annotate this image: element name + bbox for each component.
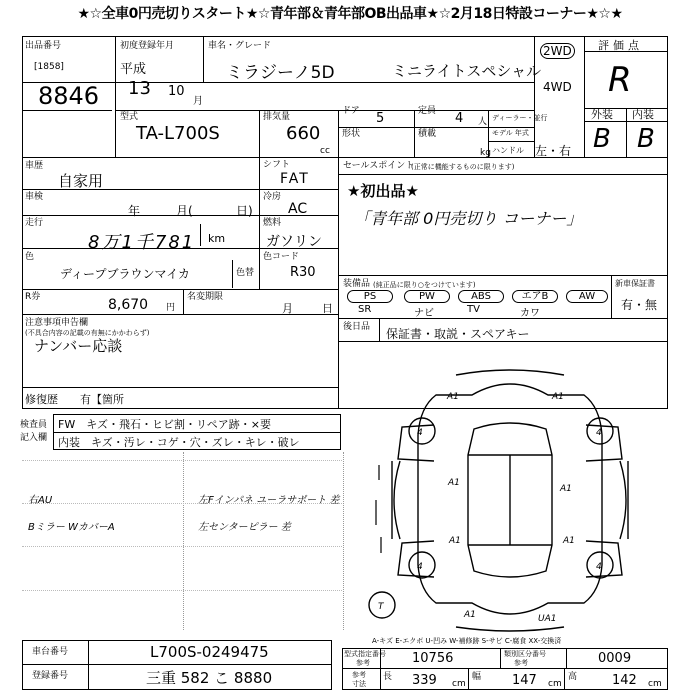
sales-sub: (正常に機能するものに限ります) bbox=[411, 163, 515, 171]
inspection-year: 年 bbox=[128, 204, 141, 218]
damage-mark: A1 bbox=[464, 610, 476, 620]
equipment-sub: (純正品に限り○をつけています) bbox=[373, 281, 476, 289]
notes-label: 注意事項申告欄 bbox=[25, 318, 89, 328]
inspector-row-1: FW キズ・飛石・ヒビ割・リペア跡・×要 bbox=[58, 418, 271, 431]
equipment-item: カワ bbox=[520, 308, 540, 319]
model-year-label: モデル 年式 bbox=[492, 129, 529, 137]
handle-label: ハンドル bbox=[492, 146, 524, 155]
displacement-label: 排気量 bbox=[263, 112, 291, 122]
shift-label: シフト bbox=[263, 160, 291, 170]
height-label: 高 bbox=[568, 672, 578, 682]
notes-sub: (不具合内容の記載の有無にかかわらず) bbox=[25, 329, 150, 337]
damage-mark: T bbox=[378, 602, 384, 612]
color-label: 色 bbox=[25, 252, 35, 262]
type-number-value: 10756 bbox=[412, 651, 454, 666]
doors-value: 5 bbox=[376, 111, 385, 126]
name-change-month: 月 bbox=[282, 302, 293, 315]
damage-mark: A1 bbox=[552, 392, 564, 402]
eval-interior-label: 内装 bbox=[632, 108, 654, 121]
length-label: 長 bbox=[383, 672, 393, 682]
capacity-unit: 人 bbox=[478, 117, 488, 127]
registration-year: 13 bbox=[128, 78, 151, 99]
displacement-unit: cc bbox=[320, 146, 330, 156]
plate-label: 登録番号 bbox=[32, 671, 69, 681]
sales-handwritten: 「青年部 0円売切り コーナー」 bbox=[354, 209, 583, 228]
damage-mark: 4 bbox=[596, 562, 602, 572]
handnote-left-1: 右AU bbox=[28, 495, 53, 506]
chassis-value: L700S-0249475 bbox=[150, 643, 269, 661]
inspection-day: 日) bbox=[236, 204, 253, 218]
sales-first: ★初出品★ bbox=[347, 182, 419, 200]
equipment-item: エアB bbox=[512, 290, 558, 303]
equipment-item: TV bbox=[467, 304, 480, 315]
tax-label: R券 bbox=[25, 292, 41, 302]
width-label: 幅 bbox=[472, 672, 482, 682]
equipment-item: SR bbox=[358, 304, 372, 315]
class-number-label: 類別区分番号 bbox=[504, 650, 546, 658]
name-change-day: 日 bbox=[322, 302, 333, 315]
shift-value: FAT bbox=[280, 171, 310, 187]
loadcap-unit: kg bbox=[480, 148, 491, 158]
inspection-label: 車検 bbox=[25, 192, 44, 202]
registration-label: 初度登録年月 bbox=[120, 41, 175, 51]
tax-unit: 円 bbox=[166, 303, 176, 313]
height-value: 142 bbox=[612, 673, 637, 688]
dealer-label: ディーラー・並行 bbox=[492, 114, 548, 122]
height-unit: cm bbox=[648, 679, 662, 689]
tax-value: 8,670 bbox=[108, 297, 149, 313]
loadcap-label: 積載 bbox=[418, 129, 437, 139]
car-name: ミラジーノ5D bbox=[226, 63, 335, 83]
shape-label: 形状 bbox=[342, 129, 361, 139]
color-code-label: 色コード bbox=[263, 252, 300, 262]
handnote-right-2: 左センターピラー 差 bbox=[198, 522, 291, 533]
equipment-item: AW bbox=[566, 290, 608, 303]
doors-label: ドア bbox=[342, 106, 360, 116]
handnote-left-2: Bミラー WカバーA bbox=[28, 522, 115, 533]
damage-mark: A1 bbox=[447, 392, 459, 402]
attachments-value: 保証書・取説・スペアキー bbox=[386, 327, 530, 341]
class-number-sub: 参考 bbox=[514, 659, 528, 667]
equipment-item: PS bbox=[347, 290, 393, 303]
plate-value: 三重 582 こ 8880 bbox=[146, 669, 273, 687]
capacity-value: 4 bbox=[455, 111, 464, 126]
eval-interior: B bbox=[637, 124, 655, 154]
lot-label: 出品番号 bbox=[25, 41, 62, 51]
damage-mark: 4 bbox=[417, 562, 423, 572]
chassis-label: 車台番号 bbox=[32, 647, 69, 657]
width-value: 147 bbox=[512, 673, 537, 688]
length-value: 339 bbox=[412, 673, 437, 688]
damage-mark: UA1 bbox=[538, 614, 557, 624]
registration-month-unit: 月 bbox=[193, 96, 203, 107]
displacement-value: 660 bbox=[286, 123, 321, 144]
length-unit: cm bbox=[452, 679, 466, 689]
repair-value: 有【箇所 bbox=[80, 393, 124, 406]
capacity-label: 定員 bbox=[418, 106, 437, 116]
attachments-label: 後日品 bbox=[343, 322, 371, 332]
inspector-label-1: 検査員 bbox=[20, 420, 48, 430]
equipment-item: PW bbox=[404, 290, 450, 303]
drive-2wd: 2WD bbox=[540, 43, 575, 59]
type-number-label: 型式指定番号 bbox=[344, 650, 386, 658]
lot-small: [1858] bbox=[34, 62, 64, 72]
handle-value: 左・右 bbox=[535, 144, 572, 158]
drive-4wd: 4WD bbox=[543, 80, 572, 94]
model-value: TA-L700S bbox=[136, 123, 220, 144]
eval-label: 評価点 bbox=[598, 39, 643, 52]
ac-value: AC bbox=[288, 201, 308, 217]
usage-value: 自家用 bbox=[58, 172, 104, 190]
mileage-label: 走行 bbox=[25, 218, 44, 228]
size-label-2: 寸法 bbox=[352, 680, 366, 688]
equipment-item: ナビ bbox=[414, 308, 434, 319]
fuel-label: 燃料 bbox=[263, 218, 282, 228]
mileage-unit: km bbox=[208, 232, 226, 245]
damage-mark: A1 bbox=[448, 478, 460, 488]
eval-score: R bbox=[608, 60, 632, 100]
inspection-month: 月( bbox=[176, 204, 193, 218]
warranty-value: 有・無 bbox=[621, 298, 658, 312]
inspector-row-2: 内装 キズ・汚レ・コゲ・穴・ズレ・キレ・破レ bbox=[58, 436, 300, 449]
mileage-value: 8万1千781 bbox=[88, 232, 196, 253]
color-code-value: R30 bbox=[290, 265, 316, 280]
damage-mark: A1 bbox=[449, 536, 461, 546]
damage-legend: A-キズ E-エクボ U-凹み W-補修跡 S-サビ C-腐食 XX-交換済 bbox=[372, 637, 562, 645]
car-damage-diagram bbox=[352, 365, 668, 635]
registration-era: 平成 bbox=[120, 62, 147, 77]
size-label-1: 参考 bbox=[352, 671, 366, 679]
damage-mark: 4 bbox=[417, 428, 423, 438]
color-value: ディープブラウンマイカ bbox=[60, 267, 190, 281]
car-label: 車名・グレード bbox=[208, 41, 272, 51]
sales-label: セールスポイント bbox=[343, 161, 415, 171]
class-number-value: 0009 bbox=[598, 651, 632, 666]
fuel-value: ガソリン bbox=[266, 234, 322, 250]
equipment-label: 装備品 bbox=[343, 279, 371, 289]
equipment-item: ABS bbox=[458, 290, 504, 303]
damage-mark: 4 bbox=[596, 428, 602, 438]
registration-month: 10 bbox=[168, 84, 185, 99]
car-grade: ミニライトスペシャル bbox=[392, 62, 542, 80]
damage-mark: A1 bbox=[560, 484, 572, 494]
width-unit: cm bbox=[548, 679, 562, 689]
repair-label: 修復歴 bbox=[25, 393, 58, 406]
color-change-label: 色替 bbox=[236, 268, 255, 278]
handnote-right-1: 左Fインパネ ユーラサポート 差 bbox=[198, 495, 340, 506]
eval-exterior-label: 外装 bbox=[591, 108, 613, 121]
lot-number: 8846 bbox=[38, 82, 100, 110]
usage-label: 車歴 bbox=[25, 161, 44, 171]
model-label: 型式 bbox=[120, 112, 139, 122]
banner-text: ★☆全車0円売切りスタート★☆青年部＆青年部OB出品車★☆2月18日特設コーナー★☆★ bbox=[77, 6, 623, 22]
notes-value: ナンバー応談 bbox=[34, 337, 123, 355]
ac-label: 冷房 bbox=[263, 192, 282, 202]
damage-mark: A1 bbox=[563, 536, 575, 546]
eval-exterior: B bbox=[593, 124, 611, 154]
warranty-label: 新車保証書 bbox=[615, 279, 655, 288]
inspector-label-2: 記入欄 bbox=[20, 433, 48, 443]
name-change-label: 名変期限 bbox=[187, 292, 224, 302]
type-number-sub: 参考 bbox=[356, 659, 370, 667]
